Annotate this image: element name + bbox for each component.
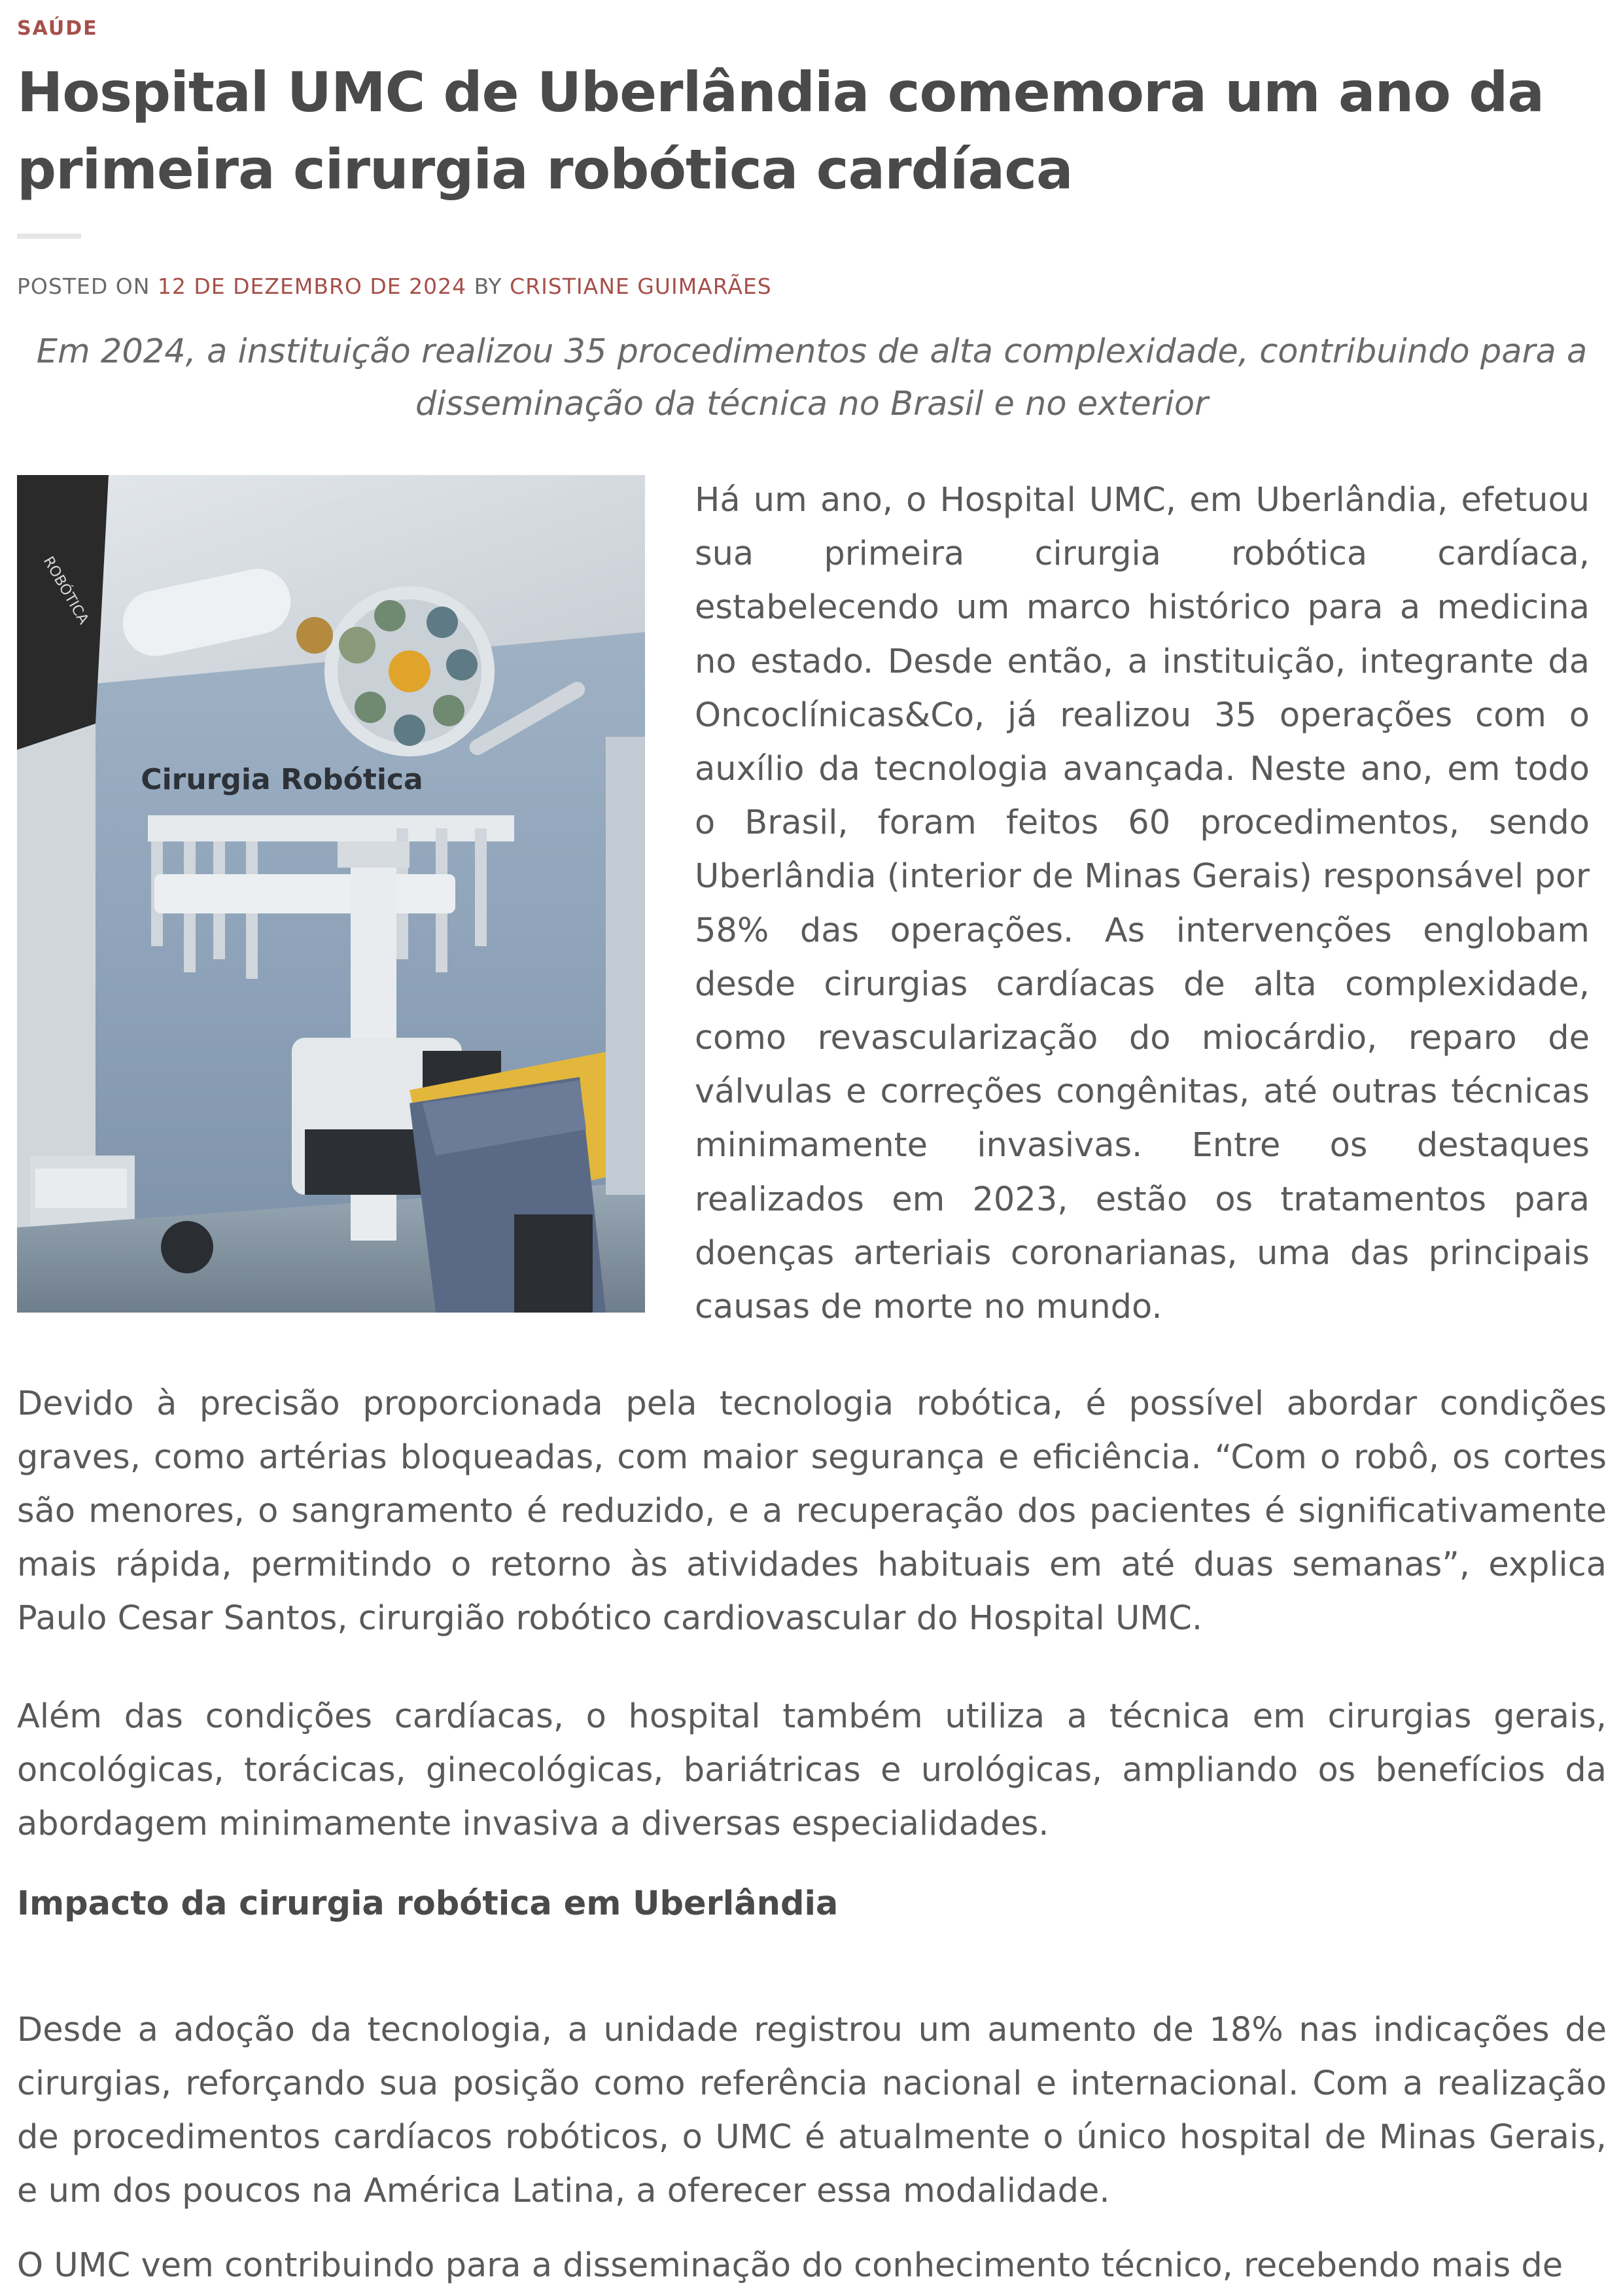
paragraph-4: O UMC vem contribuindo para a disseminação do conhecimento técnico, recebendo mais de — [17, 2246, 1563, 2285]
title-divider — [17, 234, 81, 239]
paragraph-1: Devido à precisão proporcionada pela tecnologia robótica, é possível abordar condições graves, como artérias bloqueadas, com maior segurança e eficiência. “Com o robô, os cortes são menores, o sangramento é reduzido, e a recuperação dos pacientes é significativamente mais rápida, permitindo o retorno às atividades habituais em até duas semanas”, explica Paulo Cesar Santos, cirurgião robótico cardiovascular do Hospital UMC. — [17, 1385, 1607, 1638]
image-corner-text: ROBÓTICA — [39, 554, 92, 627]
posted-on-label: POSTED ON — [17, 274, 150, 299]
paragraph-2: Além das condições cardíacas, o hospital também utiliza a técnica em cirurgias gerais, oncológicas, torácicas, ginecológicas, bariátricas e urológicas, ampliando os benefícios da abordagem minimamente invasiva a diversas especialidades. — [17, 1697, 1607, 1843]
author-link[interactable]: CRISTIANE GUIMARÃES — [510, 274, 772, 299]
category-label[interactable]: SAÚDE — [17, 17, 98, 40]
image-sign-text: Cirurgia Robótica — [141, 763, 423, 796]
by-label: BY — [474, 274, 502, 299]
paragraph-3: Desde a adoção da tecnologia, a unidade registrou um aumento de 18% nas indicações de cirurgias, reforçando sua posição como referência nacional e internacional. Com a realização de procedimentos cardíacos robóticos, o UMC é atualmente o único hospital de Minas Gerais, e um dos poucos na América Latina, a oferecer essa modalidade. — [17, 2011, 1607, 2210]
section-subheading: Impacto da cirurgia robótica em Uberlândia — [17, 1884, 839, 1923]
post-meta — [17, 274, 772, 299]
article-lead: Em 2024, a instituição realizou 35 procedimentos de alta complexidade, contribuindo para a disseminação da técnica no Brasil e no exterior — [36, 332, 1588, 423]
article-title: Hospital UMC de Uberlândia comemora um ano da primeira cirurgia robótica cardíaca — [17, 60, 1544, 202]
paragraph-side: Há um ano, o Hospital UMC, em Uberlândia, efetuou sua primeira cirurgia robótica cardíaca, estabelecendo um marco histórico para a medicina no estado. Desde então, a instituição, integrante da Oncoclínicas&Co, já realizou 35 operações com o auxílio da tecnologia avançada. Neste ano, em todo o Brasil, foram feitos 60 procedimentos, sendo Uberlândia (interior de Minas Gerais) responsável por 58% das operações. As intervenções englobam desde cirurgias cardíacas de alta complexidade, como revascularização do miocárdio, reparo de válvulas e correções congênitas, até outras técnicas minimamente invasivas. Entre os destaques realizados em 2023, estão os tratamentos para doenças arteriais coronarianas, uma das principais causas de morte no mundo. — [695, 481, 1590, 1327]
post-date-link[interactable]: 12 DE DEZEMBRO DE 2024 — [157, 274, 467, 299]
article-photo — [17, 475, 645, 1313]
